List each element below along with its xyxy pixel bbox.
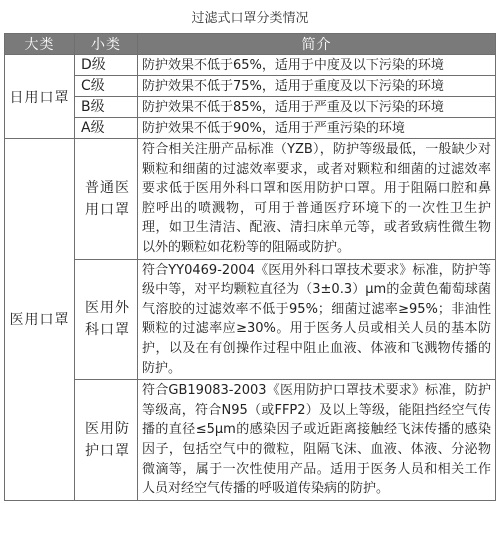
table-row <box>5 118 496 139</box>
intro-cell: 防护效果不低于65%，适用于中度及以下污染的环境 <box>138 55 496 76</box>
intro-cell: 防护效果不低于90%，适用于严重污染的环境 <box>138 118 496 139</box>
intro-cell: 防护效果不低于75%，适用于重度及以下污染的环境 <box>138 76 496 97</box>
table-row <box>5 380 496 501</box>
subcategory-cell: D级 <box>75 55 138 76</box>
category-medical: 医用口罩 <box>5 139 75 501</box>
intro-cell: 防护效果不低于85%，适用于严重及以下污染的环境 <box>138 97 496 118</box>
category-daily: 日用口罩 <box>5 55 75 139</box>
header-category: 大类 <box>5 34 75 55</box>
header-intro: 简介 <box>138 34 496 55</box>
table-row <box>5 55 496 76</box>
table-row <box>5 259 496 380</box>
subcategory-cell: C级 <box>75 76 138 97</box>
subcategory-cell: A级 <box>75 118 138 139</box>
table-row <box>5 76 496 97</box>
subcategory-cell: B级 <box>75 97 138 118</box>
table-row <box>5 139 496 260</box>
intro-cell: 符合YY0469-2004《医用外科口罩技术要求》标准，防护等级中等，对平均颗粒直径为（3±0.3）μm的金黄色葡萄球菌气溶胶的过滤效率不低于95%；细菌过滤率≥95%；非油性颗粒的过滤率应≥30%。用于医务人员或相关人员的基本防护，以及在有创操作过程中阻止血液、体液和飞溅物传播的防护。 <box>138 259 496 380</box>
page-title: 过滤式口罩分类情况 <box>191 11 309 26</box>
subcategory-cell: 医用防护口罩 <box>75 380 138 501</box>
table-row <box>5 97 496 118</box>
intro-cell: 符合相关注册产品标准（YZB），防护等级最低，一般缺少对颗粒和细菌的过滤效率要求，或者对颗粒和细菌的过滤效率要求低于医用外科口罩和医用防护口罩。用于阻隔口腔和鼻腔呼出的喷溅物，可用于普通医疗环境下的一次性卫生护理，如卫生清洁、配液、清扫床单元等，或者致病性微生物以外的颗粒如花粉等的阻隔或防护。 <box>138 139 496 260</box>
subcategory-cell: 医用外科口罩 <box>75 259 138 380</box>
header-subcategory: 小类 <box>75 34 138 55</box>
table-header-row <box>5 34 496 55</box>
subcategory-cell: 普通医用口罩 <box>75 139 138 260</box>
mask-classification-table <box>4 33 496 501</box>
intro-cell: 符合GB19083-2003《医用防护口罩技术要求》标准，防护等级高，符合N95（或FFP2）及以上等级，能阻挡经空气传播的直径≤5μm的感染因子或近距离接触经飞沫传播的感染因子，包括空气中的微粒，阻隔飞沫、血液、体液、分泌物微滴等，属于一次性使用产品。适用于医务人员和相关工作人员对经空气传播的呼吸道传染病的防护。 <box>138 380 496 501</box>
